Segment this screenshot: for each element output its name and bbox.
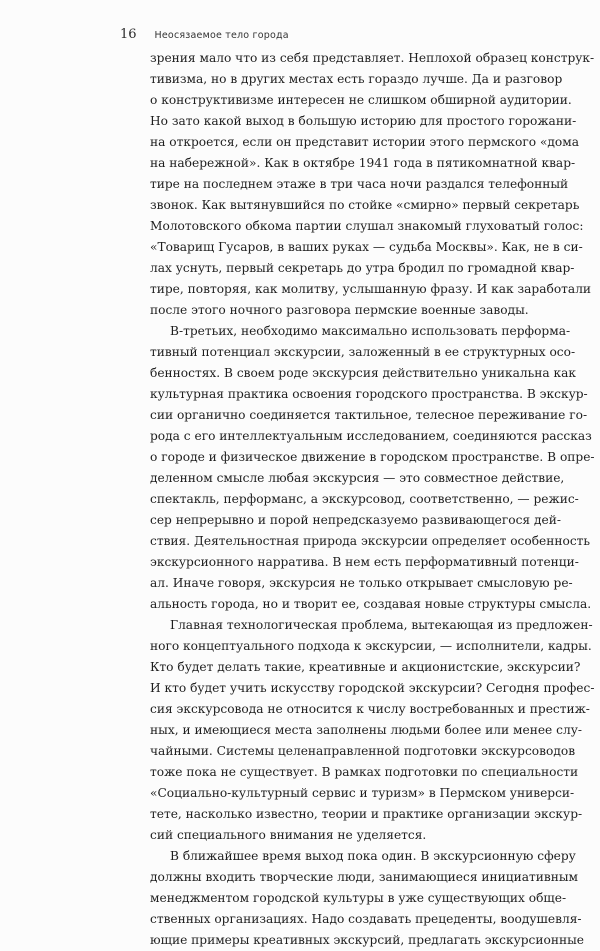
text-line: экскурсионного нарратива. В нем есть перформативный потенци- [150,555,579,569]
text-line: тире на последнем этаже в три часа ночи раздался телефонный [150,177,569,191]
text-line: «Товарищ Гусаров, в ваших руках — судьба Москвы». Как, не в си- [150,240,583,254]
paragraph [150,615,595,846]
text-line: на откроется, если он представит истории этого пермского «дома [150,135,579,149]
page-number: 16 [120,27,137,42]
text-line: зрения мало что из себя представляет. Неплохой образец конструк- [150,51,595,65]
text-line: тете, насколько известно, теории и практике организации экскур- [150,807,583,821]
text-line: альность города, но и творит ее, создавая новые структуры смысла. [150,597,592,611]
text-line: сий специального внимания не уделяется. [150,828,427,842]
paragraph [150,846,584,951]
text-line: тире, повторяя, как молитву, услышанную фразу. И как заработали [150,282,592,296]
text-line: о городе и физическое движение в городском пространстве. В опре- [150,450,595,464]
text-line: бенностях. В своем роде экскурсия действительно уникальна как [150,366,577,380]
text-line: «Социально-культурный сервис и туризм» в Пермском универси- [150,786,575,800]
running-title: Неосязаемое тело города [154,30,289,41]
body-text [150,48,595,951]
text-line: В-третьих, необходимо максимально использовать перформа- [170,324,571,338]
text-line: рода с его интеллектуальным исследованием, соединяются рассказ [150,429,592,443]
text-line: сии органично соединяется тактильное, телесное переживание го- [150,408,588,422]
paragraph [150,321,595,615]
text-line: деленном смысле любая экскурсия — это совместное действие, [150,471,565,485]
text-line: В ближайшее время выход пока один. В экскурсионную сферу [170,849,576,863]
text-line: чайными. Системы целенаправленной подготовки экскурсоводов [150,744,576,758]
paragraph [150,48,595,321]
text-line: ствия. Деятельностная природа экскурсии определяет особенность [150,534,591,548]
text-line: тивизма, но в других местах есть гораздо лучше. Да и разговор [150,72,563,86]
text-line: лах уснуть, первый секретарь до утра бродил по громадной квар- [150,261,575,275]
text-line: ющие примеры креативных экскурсий, предлагать экскурсионные [150,933,584,947]
text-line: о конструктивизме интересен не слишком обширной аудитории. [150,93,572,107]
text-line: ственных организациях. Надо создавать прецеденты, воодушевля- [150,912,582,926]
text-line: должны входить творческие люди, занимающиеся инициативным [150,870,579,884]
text-line: Кто будет делать такие, креативные и акционистские, экскурсии? [150,660,581,674]
text-line: тивный потенциал экскурсии, заложенный в ее структурных осо- [150,345,576,359]
text-line: ных, и имеющиеся места заполнены людьми более или менее слу- [150,723,582,737]
text-line: И кто будет учить искусству городской экскурсии? Сегодня профес- [150,681,595,695]
text-line: ал. Иначе говоря, экскурсия не только открывает смысловую ре- [150,576,573,590]
text-line: после этого ночного разговора пермские военные заводы. [150,303,529,317]
text-line: Главная технологическая проблема, вытекающая из предложен- [170,618,593,632]
text-line: Молотовского обкома партии слушал знакомый глуховатый голос: [150,219,584,233]
text-line: Но зато какой выход в большую историю для простого горожани- [150,114,577,128]
page-header [120,27,289,42]
text-line: сер непрерывно и порой непредсказуемо развивающегося дей- [150,513,561,527]
text-line: сия экскурсовода не относится к числу востребованных и престиж- [150,702,590,716]
text-line: спектакль, перформанс, а экскурсовод, соответственно, — режис- [150,492,579,506]
text-line: тоже пока не существует. В рамках подготовки по специальности [150,765,579,779]
text-line: на набережной». Как в октябре 1941 года в пятикомнатной квар- [150,156,576,170]
text-line: менеджментом городской культуры в уже существующих обще- [150,891,567,905]
text-line: ного концептуального подхода к экскурсии, — исполнители, кадры. [150,639,592,653]
text-line: культурная практика освоения городского пространства. В экскур- [150,387,588,401]
text-line: звонок. Как вытянувшийся по стойке «смирно» первый секретарь [150,198,580,212]
